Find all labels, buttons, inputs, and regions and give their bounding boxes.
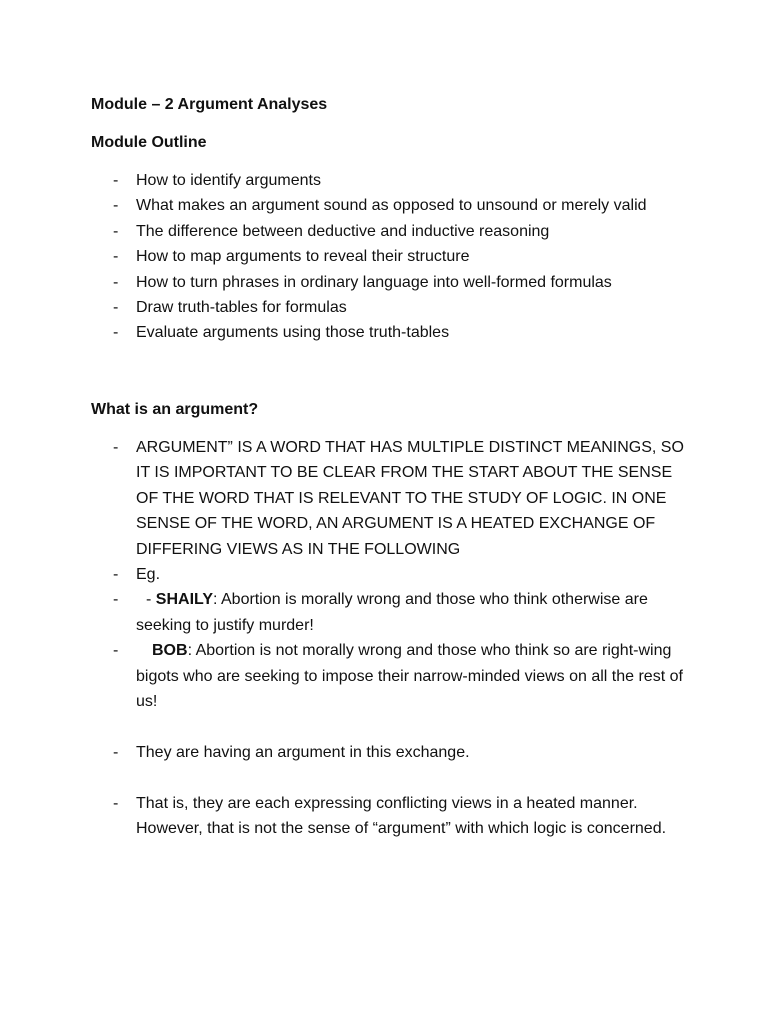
list-item bbox=[0, 295, 768, 320]
list-item-text: How to identify arguments bbox=[136, 172, 321, 189]
section-heading: What is an argument? bbox=[91, 401, 259, 418]
list-item bbox=[0, 193, 768, 218]
blank-line bbox=[0, 714, 768, 739]
intro-text: ARGUMENT” IS A WORD THAT HAS MULTIPLE DISTINCT MEANINGS, SO IT IS IMPORTANT TO BE CLEAR FROM THE START ABOUT THE SENSE OF THE WORD THAT IS RELEVANT TO THE STUDY OF LOGIC. IN ONE SENSE OF THE WORD, AN ARGUMENT IS A HEATED EXCHANGE OF DIFFERING VIEWS AS IN THE FOLLOWING bbox=[136, 439, 684, 558]
list-item-text: That is, they are each expressing conflicting views in a heated manner. However, that is not the sense of “argument” with which logic is concerned. bbox=[136, 794, 667, 838]
list-item bbox=[0, 435, 768, 562]
bullet-dash: - bbox=[113, 324, 119, 342]
bullet-dash: - bbox=[113, 248, 119, 266]
bob-text: : Abortion is not morally wrong and those who think so are right-wing bigots who are seeking to impose their narrow-minded views on all the rest of us! bbox=[136, 642, 683, 711]
bullet-dash: - bbox=[113, 591, 119, 609]
outline-heading: Module Outline bbox=[91, 134, 207, 151]
document-title: Module – 2 Argument Analyses bbox=[91, 96, 328, 113]
bullet-dash: - bbox=[113, 222, 119, 240]
bullet-dash: - bbox=[113, 794, 119, 812]
bullet-dash: - bbox=[113, 642, 119, 660]
list-item-text: Evaluate arguments using those truth-tables bbox=[136, 324, 450, 342]
list-item bbox=[0, 587, 768, 638]
list-item-text: How to map arguments to reveal their structure bbox=[136, 248, 470, 266]
argument-list bbox=[0, 435, 768, 841]
bullet-dash: - bbox=[113, 743, 119, 761]
list-item bbox=[0, 638, 768, 714]
bullet-dash: - bbox=[113, 299, 119, 317]
bullet-dash: - bbox=[113, 566, 119, 584]
bullet-dash: - bbox=[113, 439, 119, 456]
outline-list bbox=[0, 168, 768, 346]
list-item bbox=[0, 562, 768, 587]
bullet-dash: - bbox=[113, 197, 119, 215]
list-item-text: They are having an argument in this exchange. bbox=[136, 743, 470, 761]
inner-dash: - bbox=[146, 591, 152, 609]
list-item-text: What makes an argument sound as opposed to unsound or merely valid bbox=[136, 197, 647, 215]
list-item bbox=[0, 270, 768, 295]
list-item-text: Draw truth-tables for formulas bbox=[136, 299, 347, 317]
list-item bbox=[0, 244, 768, 269]
list-item-text: How to turn phrases in ordinary language into well-formed formulas bbox=[136, 273, 612, 291]
shaily-text: : Abortion is morally wrong and those who think otherwise are seeking to justify murder! bbox=[136, 591, 648, 634]
bullet-dash: - bbox=[113, 172, 119, 189]
bullet-dash: - bbox=[113, 273, 119, 291]
speaker-bob: BOB bbox=[152, 642, 188, 660]
bob-quote bbox=[136, 638, 684, 714]
shaily-quote bbox=[136, 587, 684, 638]
list-item bbox=[0, 320, 768, 345]
list-item bbox=[0, 219, 768, 244]
list-item bbox=[0, 791, 768, 842]
example-label: Eg. bbox=[136, 566, 161, 584]
speaker-shaily: SHAILY bbox=[155, 591, 213, 609]
list-item bbox=[0, 168, 768, 193]
list-item bbox=[0, 740, 768, 765]
blank-line bbox=[0, 765, 768, 790]
list-item-text: The difference between deductive and inductive reasoning bbox=[136, 222, 550, 240]
